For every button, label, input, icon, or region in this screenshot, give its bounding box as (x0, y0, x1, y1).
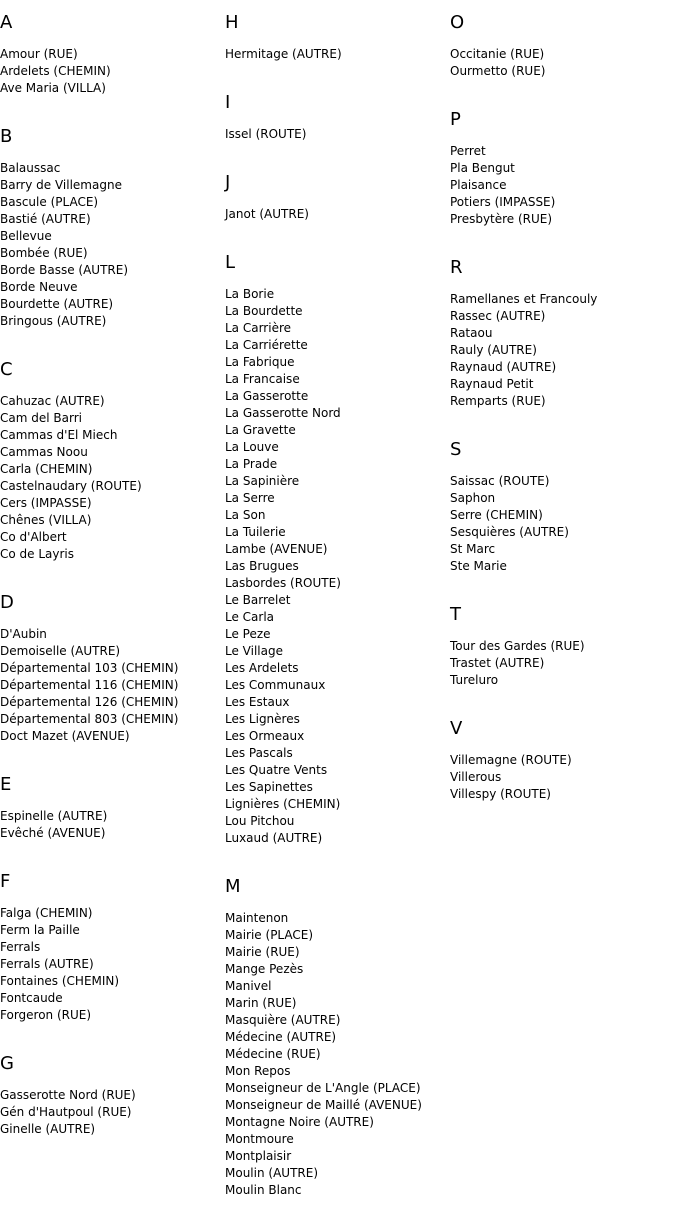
street-item: Villemagne (ROUTE) (450, 753, 572, 767)
letter-section (0, 593, 220, 745)
letter-section (450, 110, 670, 228)
street-item: Janot (AUTRE) (225, 207, 309, 221)
section-letter-heading: F (0, 871, 11, 892)
street-item: La Fabrique (225, 355, 295, 369)
street-item: La Gravette (225, 423, 296, 437)
street-list (450, 143, 670, 228)
street-item: Pla Bengut (450, 161, 515, 175)
street-item: Presbytère (RUE) (450, 212, 553, 226)
street-item: Rataou (450, 326, 493, 340)
street-item: Lou Pitchou (225, 814, 295, 828)
street-item: Le Barrelet (225, 593, 291, 607)
street-item: Départemental 103 (CHEMIN) (0, 661, 179, 675)
street-item: Les Pascals (225, 746, 293, 760)
street-item: Doct Mazet (AVENUE) (0, 729, 130, 743)
street-item: La Son (225, 508, 266, 522)
street-index-column-1 (0, 13, 220, 1168)
street-item: Co de Layris (0, 547, 75, 561)
letter-section (0, 127, 220, 330)
street-item: Les Ormeaux (225, 729, 305, 743)
street-list (225, 126, 445, 143)
street-list (225, 910, 445, 1199)
street-item: Villerous (450, 770, 502, 784)
street-item: Borde Basse (AUTRE) (0, 263, 129, 277)
street-item: Castelnaudary (ROUTE) (0, 479, 142, 493)
street-item: Ardelets (CHEMIN) (0, 64, 111, 78)
street-item: Manivel (225, 979, 272, 993)
street-list (450, 291, 670, 410)
section-letter-heading: J (225, 172, 231, 193)
street-item: Le Carla (225, 610, 275, 624)
street-item: Luxaud (AUTRE) (225, 831, 323, 845)
street-item: La Bourdette (225, 304, 303, 318)
street-item: Ave Maria (VILLA) (0, 81, 106, 95)
street-list (0, 393, 220, 563)
street-item: Forgeron (RUE) (0, 1008, 92, 1022)
street-item: Les Ardelets (225, 661, 299, 675)
section-letter-heading: H (225, 12, 239, 33)
section-letter-heading: G (0, 1053, 14, 1074)
street-item: Bringous (AUTRE) (0, 314, 107, 328)
street-item: La Carriérette (225, 338, 308, 352)
street-list (0, 626, 220, 745)
street-list (225, 206, 445, 223)
street-item: Occitanie (RUE) (450, 47, 545, 61)
street-item: Ferrals (AUTRE) (0, 957, 94, 971)
street-item: La Gasserotte (225, 389, 309, 403)
street-item: Cahuzac (AUTRE) (0, 394, 105, 408)
street-list (0, 160, 220, 330)
street-item: Fontcaude (0, 991, 63, 1005)
street-item: Bascule (PLACE) (0, 195, 99, 209)
street-item: Rassec (AUTRE) (450, 309, 546, 323)
street-item: Saissac (ROUTE) (450, 474, 550, 488)
street-item: Tour des Gardes (RUE) (450, 639, 585, 653)
street-item: Perret (450, 144, 486, 158)
street-item: Amour (RUE) (0, 47, 78, 61)
street-item: Villespy (ROUTE) (450, 787, 551, 801)
street-item: Cam del Barri (0, 411, 82, 425)
section-letter-heading: S (450, 439, 462, 460)
street-item: Monseigneur de L'Angle (PLACE) (225, 1081, 421, 1095)
street-item: Co d'Albert (0, 530, 67, 544)
letter-section (450, 605, 670, 689)
street-list (450, 752, 670, 803)
street-item: Serre (CHEMIN) (450, 508, 543, 522)
street-item: Sesquières (AUTRE) (450, 525, 569, 539)
street-item: Fontaines (CHEMIN) (0, 974, 120, 988)
street-item: D'Aubin (0, 627, 47, 641)
street-item: Ginelle (AUTRE) (0, 1122, 96, 1136)
street-item: Départemental 803 (CHEMIN) (0, 712, 179, 726)
street-item: St Marc (450, 542, 496, 556)
letter-section (0, 872, 220, 1024)
street-item: Gasserotte Nord (RUE) (0, 1088, 136, 1102)
street-item: Ourmetto (RUE) (450, 64, 546, 78)
street-item: La Francaise (225, 372, 300, 386)
street-item: La Louve (225, 440, 279, 454)
street-list (0, 1087, 220, 1138)
street-item: Les Sapinettes (225, 780, 313, 794)
street-item: Remparts (RUE) (450, 394, 546, 408)
street-item: La Borie (225, 287, 275, 301)
street-list (0, 46, 220, 97)
letter-section (450, 258, 670, 410)
street-list (450, 638, 670, 689)
street-item: Ste Marie (450, 559, 507, 573)
street-item: Marin (RUE) (225, 996, 297, 1010)
street-item: Masquière (AUTRE) (225, 1013, 341, 1027)
street-item: La Gasserotte Nord (225, 406, 341, 420)
street-item: Ferrals (0, 940, 41, 954)
street-item: Mairie (RUE) (225, 945, 300, 959)
street-item: Maintenon (225, 911, 289, 925)
section-letter-heading: B (0, 126, 13, 147)
street-item: Balaussac (0, 161, 61, 175)
street-item: Las Brugues (225, 559, 299, 573)
letter-section (450, 13, 670, 80)
letter-section (225, 13, 445, 63)
street-item: Médecine (RUE) (225, 1047, 321, 1061)
street-item: Le Village (225, 644, 283, 658)
street-item: Lasbordes (ROUTE) (225, 576, 341, 590)
street-list (0, 808, 220, 842)
street-item: Cers (IMPASSE) (0, 496, 92, 510)
street-item: Lignières (CHEMIN) (225, 797, 341, 811)
section-letter-heading: V (450, 718, 463, 739)
street-item: Montagne Noire (AUTRE) (225, 1115, 374, 1129)
street-item: Gén d'Hautpoul (RUE) (0, 1105, 132, 1119)
street-item: Tureluro (450, 673, 499, 687)
section-letter-heading: D (0, 592, 14, 613)
street-item: Mairie (PLACE) (225, 928, 314, 942)
street-item: Départemental 116 (CHEMIN) (0, 678, 179, 692)
street-item: Mon Repos (225, 1064, 291, 1078)
street-item: Monseigneur de Maillé (AVENUE) (225, 1098, 422, 1112)
street-item: Mange Pezès (225, 962, 304, 976)
street-item: Les Communaux (225, 678, 326, 692)
letter-section (450, 440, 670, 575)
street-item: Lambe (AVENUE) (225, 542, 328, 556)
street-list (225, 286, 445, 847)
section-letter-heading: P (450, 109, 461, 130)
street-item: Ferm la Paille (0, 923, 80, 937)
street-item: Evêché (AVENUE) (0, 826, 106, 840)
street-item: Chênes (VILLA) (0, 513, 92, 527)
street-list (0, 905, 220, 1024)
section-letter-heading: L (225, 252, 236, 273)
street-item: Moulin Blanc (225, 1183, 302, 1197)
street-item: Raynaud (AUTRE) (450, 360, 557, 374)
street-item: Demoiselle (AUTRE) (0, 644, 121, 658)
street-list (225, 46, 445, 63)
street-item: Moulin (AUTRE) (225, 1166, 318, 1180)
section-letter-heading: T (450, 604, 461, 625)
street-list (450, 46, 670, 80)
street-item: Falga (CHEMIN) (0, 906, 93, 920)
street-item: La Carrière (225, 321, 292, 335)
section-letter-heading: I (225, 92, 231, 113)
letter-section (0, 360, 220, 563)
letter-section (225, 253, 445, 847)
street-item: La Serre (225, 491, 275, 505)
street-item: Bombée (RUE) (0, 246, 88, 260)
section-letter-heading: E (0, 774, 12, 795)
street-item: Issel (ROUTE) (225, 127, 307, 141)
section-letter-heading: C (0, 359, 13, 380)
street-list (450, 473, 670, 575)
street-item: Cammas d'El Miech (0, 428, 118, 442)
street-item: La Prade (225, 457, 278, 471)
section-letter-heading: O (450, 12, 465, 33)
street-item: Les Estaux (225, 695, 290, 709)
street-item: Espinelle (AUTRE) (0, 809, 108, 823)
street-item: Hermitage (AUTRE) (225, 47, 342, 61)
street-item: Médecine (AUTRE) (225, 1030, 337, 1044)
street-item: Départemental 126 (CHEMIN) (0, 695, 179, 709)
street-index-column-2 (225, 13, 445, 1229)
street-item: Les Lignères (225, 712, 300, 726)
letter-section (225, 877, 445, 1199)
street-item: Les Quatre Vents (225, 763, 328, 777)
street-item: Raynaud Petit (450, 377, 534, 391)
section-letter-heading: A (0, 12, 13, 33)
letter-section (225, 93, 445, 143)
street-index-column-3 (450, 13, 670, 833)
street-item: Potiers (IMPASSE) (450, 195, 556, 209)
street-item: La Sapinière (225, 474, 300, 488)
street-item: La Tuilerie (225, 525, 286, 539)
street-item: Plaisance (450, 178, 507, 192)
street-item: Carla (CHEMIN) (0, 462, 93, 476)
letter-section (225, 173, 445, 223)
section-letter-heading: M (225, 876, 241, 897)
street-item: Rauly (AUTRE) (450, 343, 537, 357)
street-item: Trastet (AUTRE) (450, 656, 545, 670)
street-item: Bastié (AUTRE) (0, 212, 91, 226)
street-item: Le Peze (225, 627, 271, 641)
letter-section (0, 1054, 220, 1138)
letter-section (450, 719, 670, 803)
street-item: Montplaisir (225, 1149, 292, 1163)
street-item: Ramellanes et Francouly (450, 292, 598, 306)
street-item: Barry de Villemagne (0, 178, 122, 192)
street-item: Bellevue (0, 229, 52, 243)
letter-section (0, 775, 220, 842)
section-letter-heading: R (450, 257, 463, 278)
street-item: Bourdette (AUTRE) (0, 297, 114, 311)
letter-section (0, 13, 220, 97)
street-item: Borde Neuve (0, 280, 78, 294)
street-item: Montmoure (225, 1132, 294, 1146)
street-item: Cammas Noou (0, 445, 88, 459)
street-item: Saphon (450, 491, 496, 505)
